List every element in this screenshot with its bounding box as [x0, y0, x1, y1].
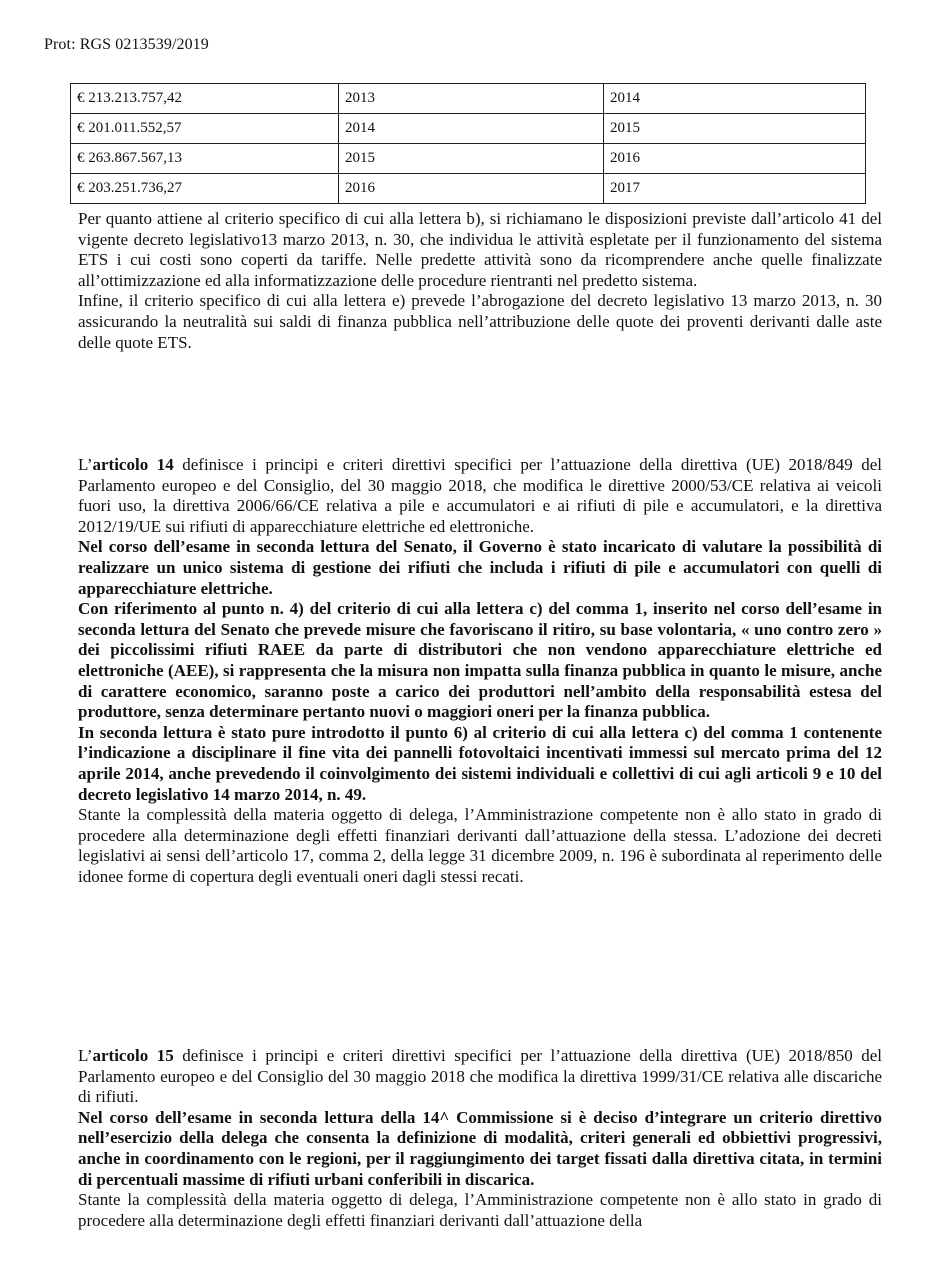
section-ets-criteria [78, 209, 882, 353]
table-cell-amount: € 213.213.757,42 [71, 84, 339, 114]
table-cell-amount: € 203.251.736,27 [71, 174, 339, 204]
section-article-14 [78, 455, 882, 887]
paragraph: Per quanto attiene al criterio specifico di cui alla lettera b), si richiamano le disposizioni previste dall’articolo 41 del vigente decreto legislativo13 marzo 2013, n. 30, che individua le attività espletate per il funzionamento del sistema ETS i cui costi sono coperti da tariffe. Nelle predette attività sono da ricomprendere anche quelle finalizzate all’ottimizzazione ed alla informatizzazione delle procedure rientranti nel predetto sistema. [78, 209, 882, 290]
table-cell-year: 2015 [604, 114, 866, 144]
paragraph-bold: Con riferimento al punto n. 4) del criterio di cui alla lettera c) del comma 1, inserito nel corso dell’esame in seconda lettura del Senato che prevede misure che favoriscano il ritiro, su base volontaria, « uno contro zero » dei piccolissimi rifiuti RAEE da parte di distributori che non vendono apparecchiature elettriche ed elettroniche (AEE), si rappresenta che la misura non impatta sulla finanza pubblica in quanto le misure, anche di carattere economico, saranno poste a carico dei produttori nell’ambito della responsabilità estesa del produttore, senza determinare pertanto nuovi o maggiori oneri per la finanza pubblica. [78, 599, 882, 722]
paragraph-bold: Nel corso dell’esame in seconda lettura della 14^ Commissione si è deciso d’integrare un criterio direttivo nell’esercizio della delega che consenta la definizione di modalità, criteri generali ed obbiettivi progressivi, anche in coordinamento con le regioni, per il raggiungimento dei target fissati dalla direttiva citata, in termini di percentuali massime di rifiuti urbani conferibili in discarica. [78, 1107, 882, 1189]
section-article-15 [78, 1046, 882, 1231]
table-cell-year: 2014 [604, 84, 866, 114]
table-cell-year: 2015 [339, 144, 604, 174]
paragraph-bold: Nel corso dell’esame in seconda lettura del Senato, il Governo è stato incaricato di valutare la possibilità di realizzare un unico sistema di gestione dei rifiuti che includa i rifiuti di pile e accumulatori con quelli di apparecchiature elettriche. [78, 537, 882, 598]
table-row [71, 144, 866, 174]
paragraph-intro: L’articolo 14 definisce i principi e criteri direttivi specifici per l’attuazione della direttiva (UE) 2018/849 del Parlamento europeo e del Consiglio, del 30 maggio 2018, che modifica le direttive 2000/53/CE relativa ai veicoli fuori uso, la direttiva 2006/66/CE relativa a pile e accumulatori e ai rifiuti di pile e accumulatori, e la direttiva 2012/19/UE sui rifiuti di apparecchiature elettriche ed elettroniche. [78, 455, 882, 536]
article-reference: articolo 14 [92, 455, 174, 474]
paragraph: Stante la complessità della materia oggetto di delega, l’Amministrazione competente non è allo stato in grado di procedere alla determinazione degli effetti finanziari derivanti dall’attuazione della stessa. L’adozione dei decreti legislativi ai sensi dell’articolo 17, comma 2, della legge 31 dicembre 2009, n. 196 è subordinata al reperimento delle idonee forme di copertura degli eventuali oneri dagli stessi recati. [78, 805, 882, 886]
table-cell-year: 2016 [339, 174, 604, 204]
paragraph: Stante la complessità della materia oggetto di delega, l’Amministrazione competente non è allo stato in grado di procedere alla determinazione degli effetti finanziari derivanti dall’attuazione della [78, 1190, 882, 1230]
paragraph-intro: L’articolo 15 definisce i principi e criteri direttivi specifici per l’attuazione della direttiva (UE) 2018/850 del Parlamento europeo e del Consiglio del 30 maggio 2018 che modifica la direttiva 1999/31/CE relativa alle discariche di rifiuti. [78, 1046, 882, 1107]
article-reference: articolo 15 [92, 1046, 174, 1065]
table-cell-year: 2017 [604, 174, 866, 204]
table-cell-year: 2014 [339, 114, 604, 144]
table-cell-year: 2013 [339, 84, 604, 114]
table-row [71, 114, 866, 144]
table-cell-year: 2016 [604, 144, 866, 174]
protocol-number: Prot: RGS 0213539/2019 [44, 36, 209, 53]
paragraph-bold: In seconda lettura è stato pure introdotto il punto 6) al criterio di cui alla lettera c) del comma 1 contenente l’indicazione a disciplinare il fine vita dei pannelli fotovoltaici incentivati immessi sul mercato prima del 12 aprile 2014, anche prevedendo il coinvolgimento dei sistemi individuali e collettivi di cui agli articoli 9 e 10 del decreto legislativo 14 marzo 2014, n. 49. [78, 722, 882, 804]
table-row [71, 84, 866, 114]
table-row [71, 174, 866, 204]
table-cell-amount: € 263.867.567,13 [71, 144, 339, 174]
paragraph: Infine, il criterio specifico di cui alla lettera e) prevede l’abrogazione del decreto legislativo 13 marzo 2013, n. 30 assicurando la neutralità sui saldi di finanza pubblica nell’attribuzione delle quote dei proventi derivanti dalle aste delle quote ETS. [78, 291, 882, 352]
financial-table [70, 83, 866, 204]
table-cell-amount: € 201.011.552,57 [71, 114, 339, 144]
